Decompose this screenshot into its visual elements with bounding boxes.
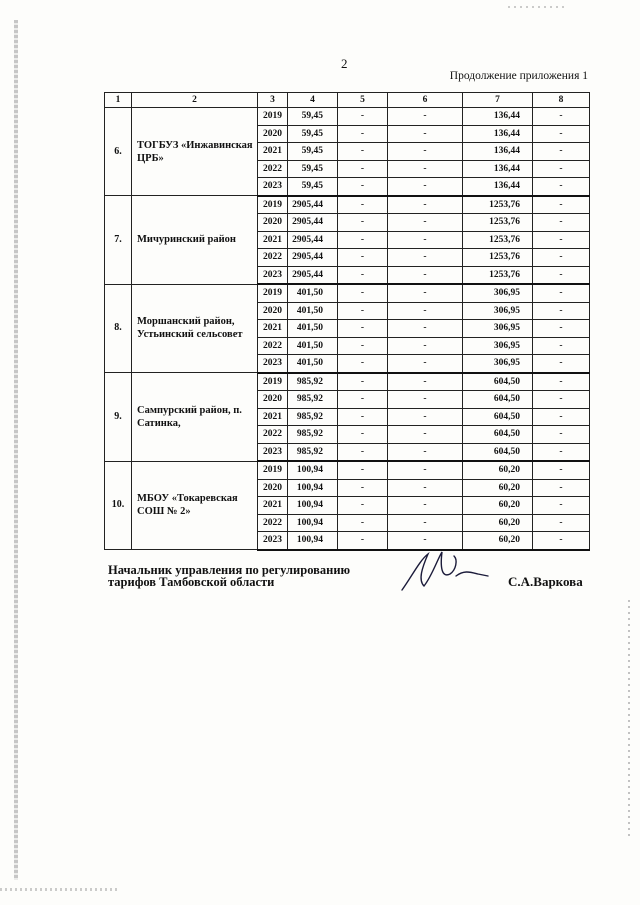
page-number: 2 bbox=[341, 56, 348, 71]
value-cell-col5: - bbox=[338, 426, 388, 444]
value-cell-col6: - bbox=[388, 125, 463, 143]
year-cell: 2023 bbox=[258, 266, 288, 284]
year-cell: 2019 bbox=[258, 373, 288, 391]
value-cell-col6: - bbox=[388, 196, 463, 214]
value-cell-col7: 60,20 bbox=[463, 532, 533, 550]
value-cell-col4: 59,45 bbox=[288, 108, 338, 126]
table-body bbox=[105, 108, 590, 550]
value-cell-col7: 306,95 bbox=[463, 284, 533, 302]
signer-name: С.А.Варкова bbox=[508, 574, 583, 589]
column-header: 3 bbox=[258, 93, 288, 108]
value-cell-col5: - bbox=[338, 143, 388, 161]
year-cell: 2019 bbox=[258, 108, 288, 126]
appendix-note: Продолжение приложения 1 bbox=[449, 70, 588, 82]
value-cell-col5: - bbox=[338, 302, 388, 320]
value-cell-col7: 136,44 bbox=[463, 178, 533, 196]
signature-title bbox=[108, 564, 350, 588]
value-cell-col4: 985,92 bbox=[288, 373, 338, 391]
value-cell-col7: 136,44 bbox=[463, 160, 533, 178]
value-cell-col6: - bbox=[388, 532, 463, 550]
value-cell-col8: - bbox=[533, 143, 590, 161]
value-cell-col4: 401,50 bbox=[288, 355, 338, 373]
value-cell-col6: - bbox=[388, 479, 463, 497]
table-header-row bbox=[105, 93, 590, 108]
value-cell-col4: 59,45 bbox=[288, 143, 338, 161]
value-cell-col6: - bbox=[388, 461, 463, 479]
year-cell: 2021 bbox=[258, 231, 288, 249]
value-cell-col6: - bbox=[388, 302, 463, 320]
table-row bbox=[105, 461, 590, 479]
value-cell-col7: 306,95 bbox=[463, 355, 533, 373]
value-cell-col8: - bbox=[533, 125, 590, 143]
value-cell-col7: 60,20 bbox=[463, 479, 533, 497]
scan-edge-artifact bbox=[628, 600, 630, 840]
value-cell-col4: 59,45 bbox=[288, 125, 338, 143]
value-cell-col8: - bbox=[533, 408, 590, 426]
value-cell-col4: 100,94 bbox=[288, 514, 338, 532]
value-cell-col7: 306,95 bbox=[463, 302, 533, 320]
value-cell-col5: - bbox=[338, 249, 388, 267]
value-cell-col7: 1253,76 bbox=[463, 214, 533, 232]
value-cell-col6: - bbox=[388, 514, 463, 532]
value-cell-col6: - bbox=[388, 231, 463, 249]
year-cell: 2019 bbox=[258, 461, 288, 479]
value-cell-col7: 1253,76 bbox=[463, 249, 533, 267]
tariff-table bbox=[104, 92, 590, 551]
value-cell-col7: 604,50 bbox=[463, 391, 533, 409]
value-cell-col4: 2905,44 bbox=[288, 214, 338, 232]
signature-title-line: Начальник управления по регулированию bbox=[108, 563, 351, 577]
value-cell-col8: - bbox=[533, 355, 590, 373]
value-cell-col8: - bbox=[533, 266, 590, 284]
value-cell-col5: - bbox=[338, 125, 388, 143]
value-cell-col4: 401,50 bbox=[288, 320, 338, 338]
year-cell: 2023 bbox=[258, 443, 288, 461]
column-header: 7 bbox=[463, 93, 533, 108]
value-cell-col8: - bbox=[533, 337, 590, 355]
year-cell: 2020 bbox=[258, 391, 288, 409]
year-cell: 2019 bbox=[258, 196, 288, 214]
year-cell: 2022 bbox=[258, 337, 288, 355]
value-cell-col5: - bbox=[338, 391, 388, 409]
value-cell-col4: 985,92 bbox=[288, 443, 338, 461]
value-cell-col8: - bbox=[533, 302, 590, 320]
value-cell-col6: - bbox=[388, 426, 463, 444]
year-cell: 2021 bbox=[258, 320, 288, 338]
year-cell: 2023 bbox=[258, 355, 288, 373]
value-cell-col4: 985,92 bbox=[288, 408, 338, 426]
value-cell-col8: - bbox=[533, 214, 590, 232]
value-cell-col6: - bbox=[388, 143, 463, 161]
value-cell-col5: - bbox=[338, 231, 388, 249]
value-cell-col8: - bbox=[533, 178, 590, 196]
value-cell-col8: - bbox=[533, 284, 590, 302]
value-cell-col6: - bbox=[388, 160, 463, 178]
value-cell-col7: 604,50 bbox=[463, 408, 533, 426]
value-cell-col5: - bbox=[338, 443, 388, 461]
year-cell: 2020 bbox=[258, 302, 288, 320]
value-cell-col5: - bbox=[338, 178, 388, 196]
value-cell-col7: 306,95 bbox=[463, 320, 533, 338]
value-cell-col8: - bbox=[533, 514, 590, 532]
signature-title-line: тарифов Тамбовской области bbox=[108, 575, 275, 589]
value-cell-col7: 136,44 bbox=[463, 125, 533, 143]
value-cell-col8: - bbox=[533, 479, 590, 497]
year-cell: 2022 bbox=[258, 426, 288, 444]
value-cell-col6: - bbox=[388, 266, 463, 284]
value-cell-col7: 306,95 bbox=[463, 337, 533, 355]
value-cell-col8: - bbox=[533, 426, 590, 444]
value-cell-col7: 60,20 bbox=[463, 461, 533, 479]
value-cell-col6: - bbox=[388, 373, 463, 391]
year-cell: 2023 bbox=[258, 532, 288, 550]
value-cell-col7: 1253,76 bbox=[463, 231, 533, 249]
year-cell: 2020 bbox=[258, 125, 288, 143]
value-cell-col5: - bbox=[338, 214, 388, 232]
row-number-cell: 6. bbox=[105, 108, 132, 196]
value-cell-col4: 985,92 bbox=[288, 426, 338, 444]
value-cell-col7: 1253,76 bbox=[463, 196, 533, 214]
value-cell-col4: 985,92 bbox=[288, 391, 338, 409]
column-header: 8 bbox=[533, 93, 590, 108]
organization-name-cell: ТОГБУЗ «Инжавинская ЦРБ» bbox=[132, 108, 258, 196]
value-cell-col8: - bbox=[533, 108, 590, 126]
value-cell-col4: 2905,44 bbox=[288, 231, 338, 249]
value-cell-col5: - bbox=[338, 320, 388, 338]
column-header: 4 bbox=[288, 93, 338, 108]
year-cell: 2022 bbox=[258, 514, 288, 532]
year-cell: 2022 bbox=[258, 160, 288, 178]
value-cell-col6: - bbox=[388, 178, 463, 196]
value-cell-col7: 136,44 bbox=[463, 143, 533, 161]
column-header: 2 bbox=[132, 93, 258, 108]
scan-edge-artifact bbox=[0, 888, 120, 891]
table-row bbox=[105, 196, 590, 214]
value-cell-col4: 2905,44 bbox=[288, 266, 338, 284]
value-cell-col8: - bbox=[533, 532, 590, 550]
value-cell-col4: 2905,44 bbox=[288, 196, 338, 214]
row-number-cell: 10. bbox=[105, 461, 132, 550]
value-cell-col7: 604,50 bbox=[463, 373, 533, 391]
year-cell: 2021 bbox=[258, 497, 288, 515]
value-cell-col6: - bbox=[388, 214, 463, 232]
value-cell-col7: 136,44 bbox=[463, 108, 533, 126]
value-cell-col8: - bbox=[533, 497, 590, 515]
value-cell-col6: - bbox=[388, 284, 463, 302]
row-number-cell: 9. bbox=[105, 373, 132, 462]
value-cell-col5: - bbox=[338, 532, 388, 550]
year-cell: 2020 bbox=[258, 479, 288, 497]
row-number-cell: 7. bbox=[105, 196, 132, 285]
value-cell-col5: - bbox=[338, 461, 388, 479]
value-cell-col8: - bbox=[533, 461, 590, 479]
value-cell-col4: 100,94 bbox=[288, 479, 338, 497]
value-cell-col6: - bbox=[388, 108, 463, 126]
value-cell-col7: 604,50 bbox=[463, 426, 533, 444]
value-cell-col6: - bbox=[388, 391, 463, 409]
value-cell-col5: - bbox=[338, 497, 388, 515]
value-cell-col7: 1253,76 bbox=[463, 266, 533, 284]
value-cell-col4: 2905,44 bbox=[288, 249, 338, 267]
value-cell-col8: - bbox=[533, 320, 590, 338]
value-cell-col5: - bbox=[338, 479, 388, 497]
value-cell-col8: - bbox=[533, 391, 590, 409]
organization-name-cell: Сампурский район, п. Сатинка, bbox=[132, 373, 258, 462]
value-cell-col7: 60,20 bbox=[463, 497, 533, 515]
table-row bbox=[105, 108, 590, 126]
organization-name-cell: МБОУ «Токаревская СОШ № 2» bbox=[132, 461, 258, 550]
value-cell-col4: 401,50 bbox=[288, 284, 338, 302]
scan-edge-artifact bbox=[14, 20, 18, 880]
value-cell-col4: 401,50 bbox=[288, 302, 338, 320]
value-cell-col4: 100,94 bbox=[288, 532, 338, 550]
value-cell-col5: - bbox=[338, 284, 388, 302]
value-cell-col8: - bbox=[533, 231, 590, 249]
value-cell-col5: - bbox=[338, 514, 388, 532]
value-cell-col8: - bbox=[533, 160, 590, 178]
organization-name-cell: Мичуринский район bbox=[132, 196, 258, 285]
handwritten-signature bbox=[398, 546, 490, 596]
value-cell-col7: 60,20 bbox=[463, 514, 533, 532]
value-cell-col6: - bbox=[388, 320, 463, 338]
column-header: 6 bbox=[388, 93, 463, 108]
value-cell-col6: - bbox=[388, 443, 463, 461]
value-cell-col8: - bbox=[533, 373, 590, 391]
value-cell-col8: - bbox=[533, 443, 590, 461]
value-cell-col8: - bbox=[533, 196, 590, 214]
value-cell-col5: - bbox=[338, 373, 388, 391]
value-cell-col8: - bbox=[533, 249, 590, 267]
column-header: 1 bbox=[105, 93, 132, 108]
table-row bbox=[105, 373, 590, 391]
table-row bbox=[105, 284, 590, 302]
value-cell-col5: - bbox=[338, 108, 388, 126]
year-cell: 2019 bbox=[258, 284, 288, 302]
value-cell-col5: - bbox=[338, 196, 388, 214]
value-cell-col4: 59,45 bbox=[288, 178, 338, 196]
value-cell-col6: - bbox=[388, 249, 463, 267]
value-cell-col7: 604,50 bbox=[463, 443, 533, 461]
value-cell-col5: - bbox=[338, 266, 388, 284]
value-cell-col6: - bbox=[388, 497, 463, 515]
scan-edge-artifact bbox=[508, 6, 568, 8]
year-cell: 2023 bbox=[258, 178, 288, 196]
value-cell-col6: - bbox=[388, 408, 463, 426]
value-cell-col6: - bbox=[388, 355, 463, 373]
value-cell-col5: - bbox=[338, 160, 388, 178]
year-cell: 2022 bbox=[258, 249, 288, 267]
year-cell: 2021 bbox=[258, 408, 288, 426]
organization-name-cell: Моршанский район, Устьинский сельсовет bbox=[132, 284, 258, 373]
year-cell: 2021 bbox=[258, 143, 288, 161]
column-header: 5 bbox=[338, 93, 388, 108]
row-number-cell: 8. bbox=[105, 284, 132, 373]
value-cell-col5: - bbox=[338, 355, 388, 373]
value-cell-col4: 100,94 bbox=[288, 461, 338, 479]
value-cell-col5: - bbox=[338, 337, 388, 355]
value-cell-col4: 100,94 bbox=[288, 497, 338, 515]
value-cell-col4: 401,50 bbox=[288, 337, 338, 355]
value-cell-col4: 59,45 bbox=[288, 160, 338, 178]
year-cell: 2020 bbox=[258, 214, 288, 232]
value-cell-col5: - bbox=[338, 408, 388, 426]
value-cell-col6: - bbox=[388, 337, 463, 355]
